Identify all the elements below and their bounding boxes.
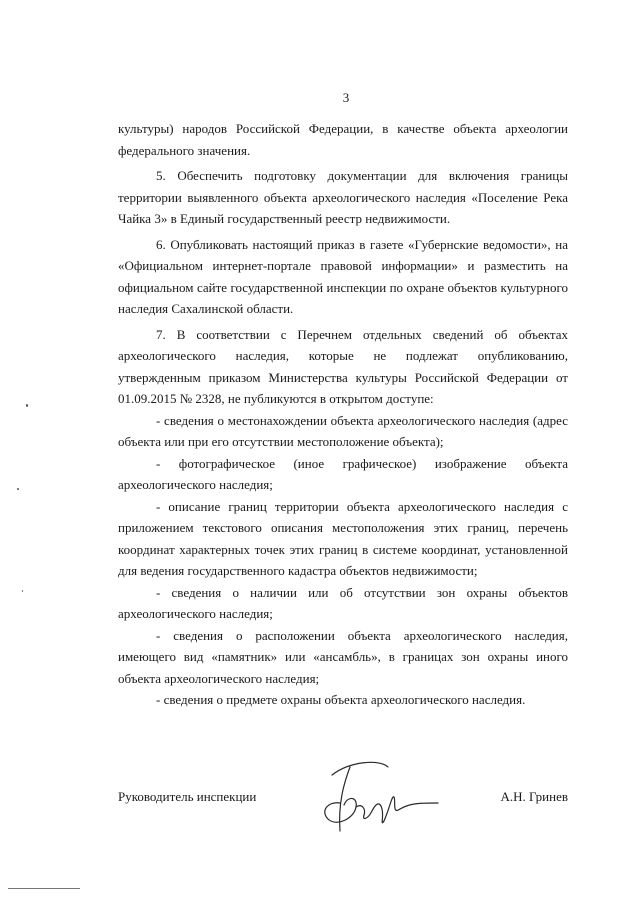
list-item-boundaries: - описание границ территории объекта археологического наследия с приложением текстового описания местоположения этих границ, перечень координат характерных точек этих границ в системе координат, установленной для ведения государственного кадастра объектов недвижимости;: [118, 498, 568, 578]
signatory-name: А.Н. Гринев: [500, 789, 568, 804]
signature-block: [118, 785, 568, 825]
handwritten-signature: [310, 753, 450, 843]
list-item-location: - сведения о местонахождении объекта археологического наследия (адрес объекта или при его отсутствии местоположение объекта);: [118, 412, 568, 449]
list-item-photo: - фотографическое (иное графическое) изображение объекта археологического наследия;: [118, 455, 568, 492]
scan-speck: [22, 590, 23, 592]
page-number: 3: [342, 90, 350, 105]
scan-speck: [26, 404, 28, 407]
list-item-placement: - сведения о расположении объекта археологического наследия, имеющего вид «памятник» или «ансамбль», в границах зон охраны иного объекта археологического наследия;: [118, 627, 568, 686]
document-body: [118, 118, 568, 711]
list-item-protection-zones: - сведения о наличии или об отсутствии зон охраны объектов археологического наследия;: [118, 584, 568, 621]
paragraph-item-7: 7. В соответствии с Перечнем отдельных сведений об объектах археологического наследия, которые не подлежат опубликованию, утвержденным приказом Министерства культуры Российской Федерации от 01.09.2015 № 2328, не публикуются в открытом доступе:: [118, 326, 568, 406]
list-item-protection-subject: - сведения о предмете охраны объекта археологического наследия.: [156, 692, 526, 707]
scan-edge-line: [8, 888, 80, 889]
paragraph-continuation: культуры) народов Российской Федерации, в качестве объекта археологии федерального значения.: [118, 121, 568, 158]
paragraph-item-6: 6. Опубликовать настоящий приказ в газете «Губернские ведомости», на «Официальном интернет-портале правовой информации» и разместить на официальном сайте государственной инспекции по охране объектов культурного наследия Сахалинской области.: [118, 236, 568, 316]
paragraph-item-5: 5. Обеспечить подготовку документации для включения границы территории выявленного объекта археологического наследия «Поселение Река Чайка 3» в Единый государственный реестр недвижимости.: [118, 168, 568, 226]
scan-speck: [17, 488, 19, 490]
signatory-role: Руководитель инспекции: [118, 789, 257, 804]
